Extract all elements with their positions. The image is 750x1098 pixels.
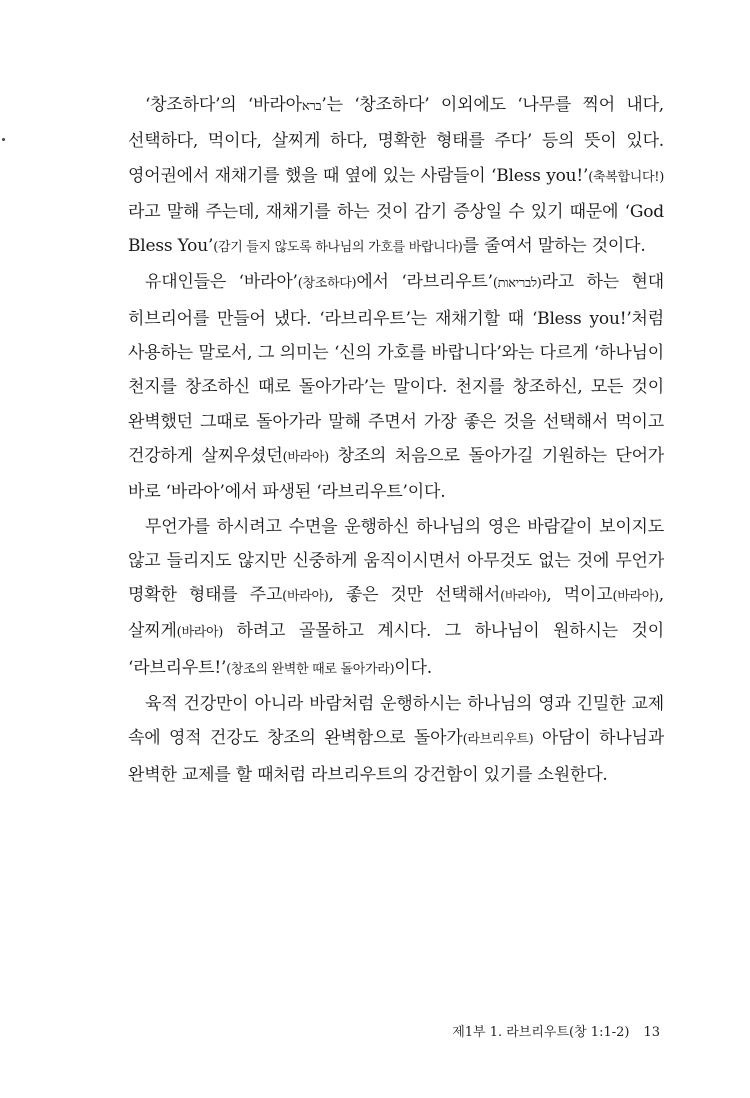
body-text-segment: , 좋은 것만 선택해서 bbox=[328, 585, 501, 606]
body-text-segment: 에서 ‘라브리우트’ bbox=[356, 272, 493, 293]
body-text bbox=[128, 88, 664, 792]
body-text-segment: 아담이 하나님과 완벽한 교제를 할 때처럼 라브리우트의 강건함이 있기를 소원한다. bbox=[128, 728, 665, 785]
annotation-text: (축복합니다!) bbox=[588, 169, 664, 185]
body-text-segment: 라고 말해 주는데, 재채기를 하는 것이 감기 증상일 수 있기 때문에 ‘God Bless You’ bbox=[128, 201, 664, 257]
body-text-segment: ’는 ‘창조하다’ 이외에도 ‘나무를 찍어 내다, 선택하다, 먹이다, 살찌게 하다, 명확한 형태를 주다’ 등의 뜻이 있다. 영어권에서 재채기를 했을 때 옆에 있는 사람들이 ‘Bless you!’ bbox=[128, 95, 665, 186]
page-footer bbox=[452, 1021, 660, 1040]
body-text-segment: 육적 건강만이 아니라 바람처럼 운행하시는 하나님의 영과 긴밀한 교제 속에 영적 건강도 창조의 완벽함으로 돌아가 bbox=[128, 694, 664, 749]
paragraph bbox=[128, 687, 664, 792]
annotation-text: (바라아) bbox=[176, 625, 223, 641]
body-text-segment: 하려고 골몰하고 계시다. 그 하나님이 원하시는 것이 ‘라브리우트!’ bbox=[128, 621, 664, 678]
paragraph bbox=[128, 265, 664, 509]
body-text-segment: , 살찌게 bbox=[128, 585, 665, 642]
annotation-text: (창조하다) bbox=[297, 276, 357, 292]
body-text-segment: 무언가를 하시려고 수면을 운행하신 하나님의 영은 바람같이 보이지도 않고 들리지도 않지만 신중하게 움직이시면서 아무것도 없는 것에 무언가 명확한 형태를 주고 bbox=[128, 516, 664, 606]
paragraph bbox=[128, 510, 664, 687]
annotation-text: (바라아) bbox=[612, 589, 659, 605]
page-number: 13 bbox=[643, 1025, 660, 1040]
body-text-segment: 라고 하는 현대 히브리어를 만들어 냈다. ‘라브리우트’는 재채기할 때 ‘Bless you!’처럼 사용하는 말로서, 그 의미는 ‘신의 가호를 바랍니다’와는 다르게 ‘하나님이 천지를 창조하신 때로 돌아가라’는 말이다. 천지를 창조하신, 모든 것이 완벽했던 그때로 돌아가라 말해 주면서 가장 좋은 것을 선택해서 먹이고 건강하게 살찌우셨던 bbox=[128, 272, 664, 466]
body-text-segment: 를 줄여서 말하는 것이다. bbox=[462, 236, 646, 257]
body-text-segment: 창조의 처음으로 돌아가길 기원하는 단어가 바로 ‘바라아’에서 파생된 ‘라브리우트’이다. bbox=[128, 445, 665, 503]
body-text-segment: 이다. bbox=[394, 657, 432, 678]
page-edge-mark bbox=[2, 138, 5, 141]
body-text-segment: ‘창조하다’의 ‘바라아 bbox=[145, 95, 302, 115]
annotation-text: ברא bbox=[301, 99, 322, 114]
annotation-text: (바라아) bbox=[282, 589, 329, 605]
body-text-segment: , 먹이고 bbox=[546, 585, 613, 606]
annotation-text: (바라아) bbox=[282, 449, 329, 465]
annotation-text: (바라아) bbox=[500, 589, 547, 605]
paragraph bbox=[128, 88, 664, 265]
annotation-text: (라브리우트) bbox=[462, 732, 534, 748]
annotation-text: (לבריאות) bbox=[492, 276, 542, 292]
running-head: 제1부 1. 라브리우트(창 1:1-2) bbox=[452, 1025, 630, 1040]
annotation-text: (창조의 완벽한 때로 돌아가라) bbox=[226, 661, 395, 677]
annotation-text: (감기 들지 않도록 하나님의 가호를 바랍니다) bbox=[213, 240, 463, 256]
body-text-segment: 유대인들은 ‘바라아’ bbox=[145, 272, 298, 293]
